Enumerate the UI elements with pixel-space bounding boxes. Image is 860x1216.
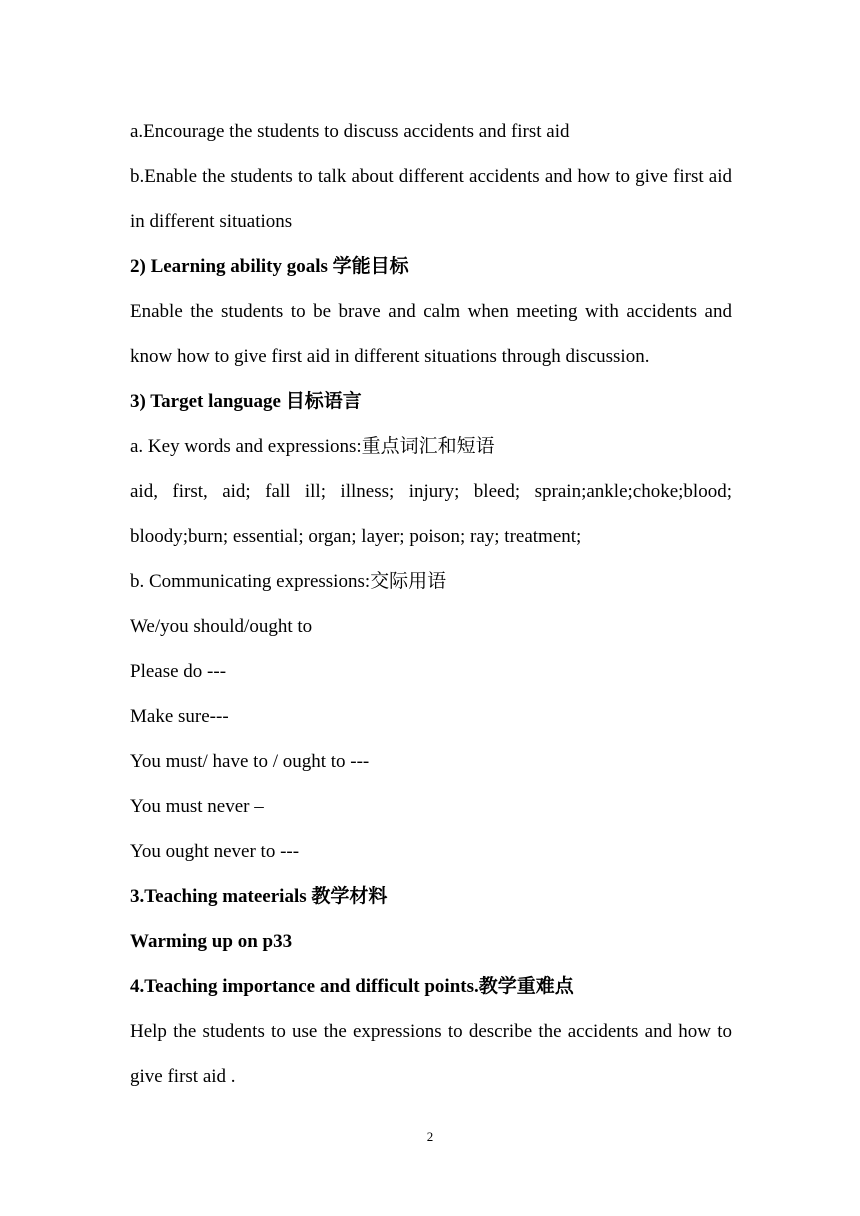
key-words-list: aid, first, aid; fall ill; illness; injury; bleed; sprain;ankle;choke;blood; bloody;burn; essential; organ; layer; poison; ray; treatment; (130, 481, 732, 547)
page-body (130, 109, 732, 1099)
expression-item: You ought never to --- (130, 841, 300, 862)
expression-item: We/you should/ought to (130, 616, 313, 637)
expression-item: You must never – (130, 796, 264, 817)
heading-teaching-importance: 4.Teaching importance and difficult points.教学重难点 (130, 976, 574, 997)
heading-learning-ability-goals: 2) Learning ability goals 学能目标 (130, 256, 409, 277)
communicating-expressions-label: b. Communicating expressions:交际用语 (130, 571, 447, 592)
warming-up-reference: Warming up on p33 (130, 931, 293, 952)
heading-target-language: 3) Target language 目标语言 (130, 391, 362, 412)
objective-b: b.Enable the students to talk about different accidents and how to give first aid in different situations (130, 166, 732, 232)
learning-ability-paragraph: Enable the students to be brave and calm when meeting with accidents and know how to give first aid in different situations through discussion. (130, 301, 732, 367)
heading-teaching-materials: 3.Teaching mateerials 教学材料 (130, 886, 388, 907)
objective-a: a.Encourage the students to discuss accidents and first aid (130, 121, 570, 142)
expression-item: You must/ have to / ought to --- (130, 751, 370, 772)
expression-item: Please do --- (130, 661, 227, 682)
page-number: 2 (426, 1129, 434, 1144)
expression-item: Make sure--- (130, 706, 229, 727)
teaching-importance-paragraph: Help the students to use the expressions to describe the accidents and how to give first aid . (130, 1021, 732, 1087)
key-words-label: a. Key words and expressions:重点词汇和短语 (130, 436, 495, 457)
